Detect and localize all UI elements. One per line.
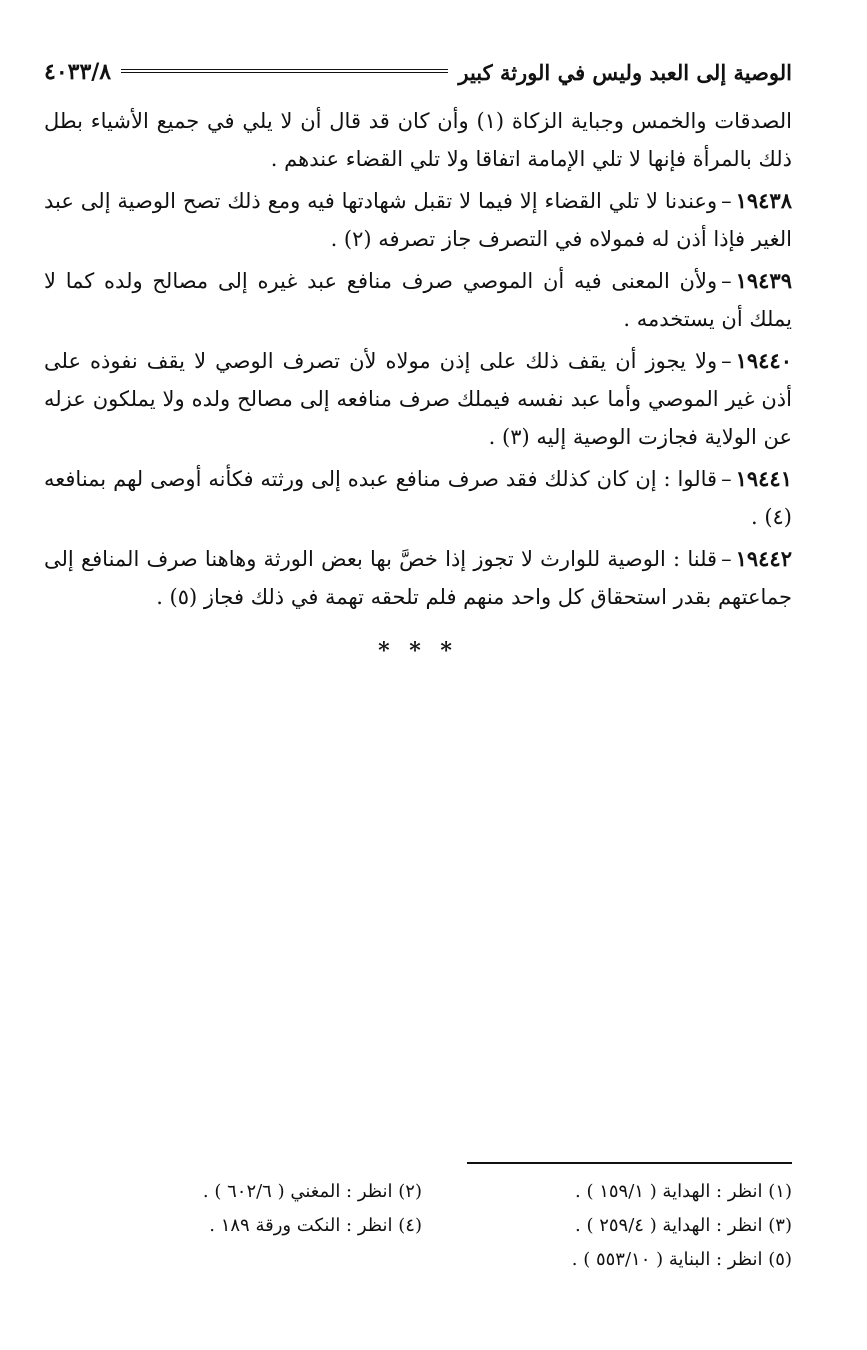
header-title: الوصية إلى العبد وليس في الورثة كبير (458, 59, 792, 85)
paragraph-number: ١٩٤٣٨ (735, 188, 792, 213)
section-separator: * * * (378, 638, 458, 664)
dash-separator: – (721, 349, 732, 373)
footnotes (44, 1162, 792, 1274)
footnote-rule (467, 1162, 792, 1164)
paragraph-19440 (44, 342, 792, 456)
paragraph-text: الصدقات والخمس وجباية الزكاة (١) وأن كان قد قال أن لا يلي في جميع الأشياء بطل ذلك بالمرأة فإنها لا تلي الإمامة اتفاقا ولا تلي القضاء عندهم . (44, 109, 792, 171)
dash-separator: – (721, 189, 732, 213)
body-text (44, 102, 792, 616)
dash-separator: – (721, 467, 732, 491)
footnote-3: (٣) انظر : الهداية ( ٢٥٩/٤ ) . (575, 1215, 792, 1236)
footnote-2: (٢) انظر : المغني ( ٦٠٢/٦ ) . (202, 1181, 422, 1202)
dash-separator: – (721, 547, 732, 571)
paragraph-text: ولا يجوز أن يقف ذلك على إذن مولاه لأن تصرف الوصي لا يقف نفوذه على أذن غير الموصي وأما عبد نفسه فيملك صرف منافعه إلى مصالح ولده ولا يملكون عزله عن الولاية فجازت الوصية إليه (٣) . (44, 349, 792, 449)
paragraph-19442 (44, 540, 792, 616)
header-rule (121, 69, 448, 76)
paragraph-19438 (44, 182, 792, 258)
paragraph-number: ١٩٤٤٠ (735, 348, 792, 373)
paragraph-19439 (44, 262, 792, 338)
footnote-grid (44, 1178, 792, 1274)
paragraph-text: قالوا : إن كان كذلك فقد صرف منافع عبده إلى ورثته فكأنه أوصى لهم بمنافعه (٤) . (44, 467, 792, 529)
page-content (44, 52, 792, 664)
paragraph-continuation (44, 102, 792, 178)
paragraph-text: ولأن المعنى فيه أن الموصي صرف منافع عبد غيره إلى مصالح ولده كما لا يملك أن يستخدمه . (44, 269, 792, 331)
paragraph-number: ١٩٤٣٩ (735, 268, 792, 293)
paragraph-19441 (44, 460, 792, 536)
footnote-5: (٥) انظر : البناية ( ٥٥٣/١٠ ) . (571, 1249, 792, 1270)
paragraph-number: ١٩٤٤١ (735, 466, 792, 491)
paragraph-number: ١٩٤٤٢ (735, 546, 792, 571)
page-number: ٤٠٣٣/٨ (44, 59, 112, 85)
paragraph-text: قلنا : الوصية للوارث لا تجوز إذا خصَّ بها بعض الورثة وهاهنا صرف المنافع إلى جماعتهم بقدر استحقاق كل واحد منهم فلم تلحقه تهمة في ذلك فجاز (٥) . (44, 547, 792, 609)
footnote-4: (٤) انظر : النكت ورقة ١٨٩ . (209, 1215, 422, 1236)
paragraph-text: وعندنا لا تلي القضاء إلا فيما لا تقبل شهادتها فيه ومع ذلك تصح الوصية إلى عبد الغير فإذا أذن له فمولاه في التصرف جاز تصرفه (٢) . (44, 189, 792, 251)
dash-separator: – (721, 269, 732, 293)
running-header (44, 52, 792, 92)
footnote-1: (١) انظر : الهداية ( ١٥٩/١ ) . (575, 1181, 792, 1202)
